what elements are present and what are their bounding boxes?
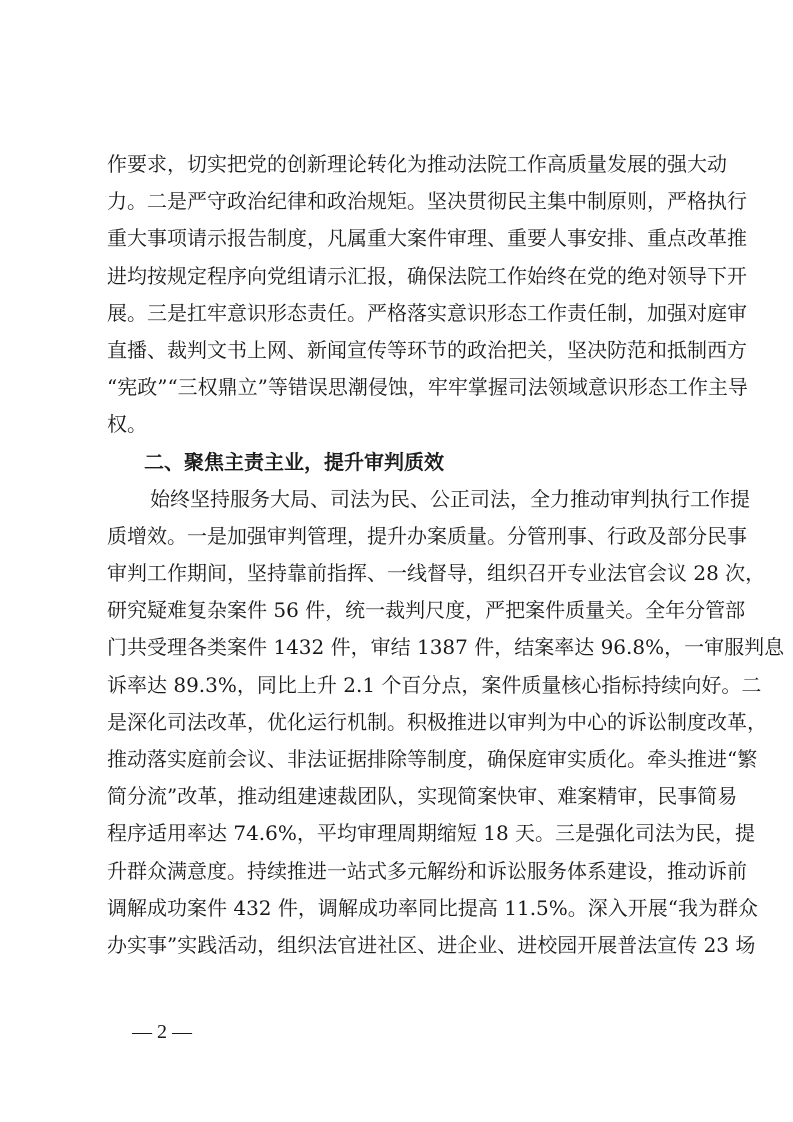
paragraph-line: 重大事项请示报告制度，凡属重大案件审理、重要人事安排、重点改革推 (107, 226, 747, 251)
paragraph-line: 研究疑难复杂案件 56 件，统一裁判尺度，严把案件质量关。全年分管部 (107, 598, 746, 623)
paragraph-line: 进均按规定程序向党组请示汇报，确保法院工作始终在党的绝对领导下开 (107, 263, 747, 288)
paragraph-line: 权。 (107, 412, 147, 437)
page-number: — 2 — (132, 1021, 192, 1043)
paragraph-line: 展。三是扛牢意识形态责任。严格落实意识形态工作责任制，加强对庭审 (107, 300, 747, 325)
section-heading: 二、聚焦主责主业，提升审判质效 (144, 449, 444, 474)
paragraph-line: 门共受理各类案件 1432 件，审结 1387 件，结案率达 96.8%，一审服判息 (107, 635, 785, 660)
paragraph-line: 推动落实庭前会议、非法证据排除等制度，确保庭审实质化。牵头推进“繁 (107, 747, 758, 771)
paragraph-line: 诉率达 89.3%，同比上升 2.1 个百分点，案件质量核心指标持续向好。二 (107, 672, 762, 697)
paragraph-line: 办实事”实践活动，组织法官进社区、进企业、进校园开展普法宣传 23 场 (107, 932, 756, 957)
paragraph-line: 升群众满意度。持续推进一站式多元解纷和诉讼服务体系建设，推动诉前 (107, 858, 747, 883)
paragraph-line: 是深化司法改革，优化运行机制。积极推进以审判为中心的诉讼制度改革， (107, 709, 767, 734)
paragraph-line: 始终坚持服务大局、司法为民、公正司法，全力推动审判执行工作提 (150, 486, 750, 511)
paragraph-line: 力。二是严守政治纪律和政治规矩。坚决贯彻民主集中制原则，严格执行 (107, 189, 747, 214)
paragraph-line: 质增效。一是加强审判管理，提升办案质量。分管刑事、行政及部分民事 (107, 523, 747, 548)
paragraph-line: 直播、裁判文书上网、新闻宣传等环节的政治把关，坚决防范和抵制西方 (107, 337, 747, 362)
paragraph-line: 作要求，切实把党的创新理论转化为推动法院工作高质量发展的强大动 (107, 152, 727, 176)
paragraph-line: 审判工作期间，坚持靠前指挥、一线督导，组织召开专业法官会议 28 次， (107, 561, 766, 586)
paragraph-line: 简分流”改革，推动组建速裁团队，实现简案快审、难案精审，民事简易 (107, 784, 738, 809)
paragraph-line: “宪政”“三权鼎立”等错误思潮侵蚀，牢牢掌握司法领域意识形态工作主导 (107, 375, 748, 400)
paragraph-line: 调解成功案件 432 件，调解成功率同比提高 11.5%。深入开展“我为群众 (107, 895, 759, 920)
paragraph-line: 程序适用率达 74.6%，平均审理周期缩短 18 天。三是强化司法为民，提 (107, 821, 756, 846)
body-text (107, 146, 785, 964)
